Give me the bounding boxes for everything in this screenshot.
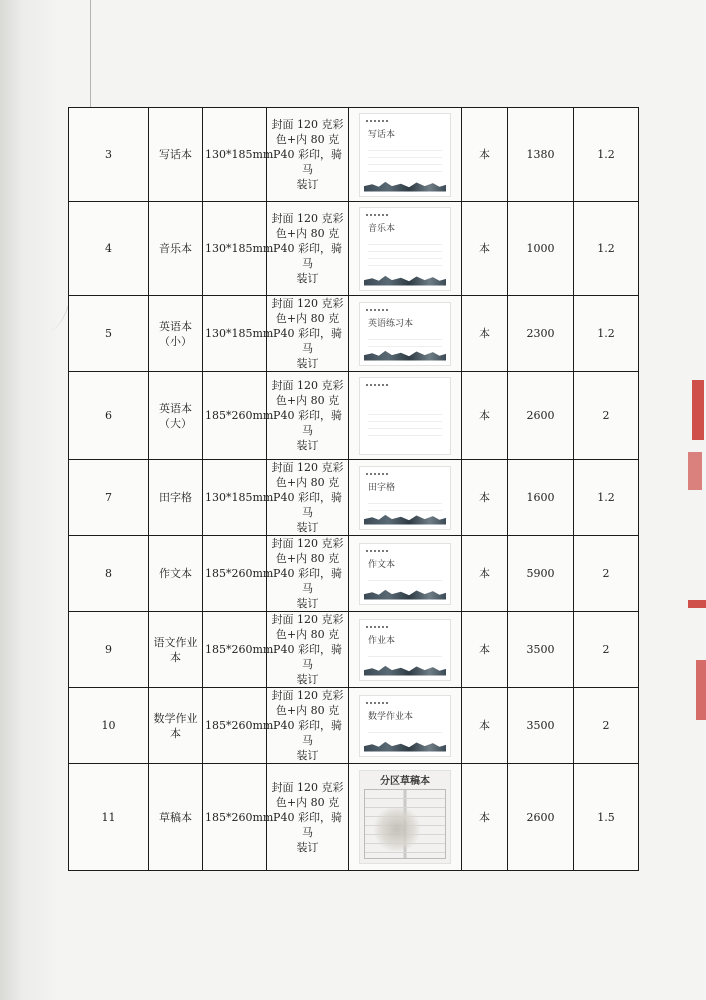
description-line: 色+内 80 克 bbox=[275, 227, 340, 240]
description-line: 封面 120 克彩 bbox=[271, 461, 344, 474]
product-cover-image bbox=[359, 207, 451, 291]
cell-quantity: 1380 bbox=[508, 108, 574, 202]
cell-description bbox=[267, 460, 349, 536]
description-line: P40 彩印，骑马 bbox=[273, 491, 342, 519]
cell-spec: 130*185mm bbox=[203, 108, 267, 202]
cell-name: 写话本 bbox=[149, 108, 203, 202]
cell-image bbox=[349, 612, 462, 688]
cover-title: 分区草稿本 bbox=[380, 776, 430, 787]
description-line: 装订 bbox=[296, 597, 319, 610]
cell-price: 2 bbox=[574, 536, 639, 612]
description-line: 色+内 80 克 bbox=[275, 394, 340, 407]
goods-table-body bbox=[69, 108, 639, 871]
description-line: 装订 bbox=[296, 178, 319, 191]
description-line: 封面 120 克彩 bbox=[271, 780, 344, 794]
cell-spec: 185*260mm bbox=[203, 688, 267, 764]
cell-description bbox=[267, 202, 349, 296]
product-cover-image bbox=[359, 695, 451, 757]
cell-number: 3 bbox=[69, 108, 149, 202]
cover-title: 写话本 bbox=[368, 129, 396, 140]
cell-price: 1.2 bbox=[574, 296, 639, 372]
table-row bbox=[69, 536, 639, 612]
brand-logo-icon bbox=[366, 309, 388, 315]
product-cover-image bbox=[359, 302, 451, 366]
cell-price: 2 bbox=[574, 612, 639, 688]
cell-number: 4 bbox=[69, 202, 149, 296]
cell-number: 5 bbox=[69, 296, 149, 372]
seal-stamp-fragment bbox=[688, 600, 706, 608]
cell-name: 英语本（小） bbox=[149, 296, 203, 372]
cell-unit: 本 bbox=[462, 108, 508, 202]
description-line: P40 彩印，骑马 bbox=[273, 148, 342, 176]
cell-unit: 本 bbox=[462, 460, 508, 536]
cell-quantity: 3500 bbox=[508, 688, 574, 764]
cell-price: 2 bbox=[574, 372, 639, 460]
cell-image bbox=[349, 202, 462, 296]
cell-unit: 本 bbox=[462, 764, 508, 871]
cell-quantity: 1000 bbox=[508, 202, 574, 296]
description-line: P40 彩印，骑马 bbox=[273, 643, 342, 671]
cell-description bbox=[267, 536, 349, 612]
description-line: 装订 bbox=[296, 521, 319, 534]
cell-number: 10 bbox=[69, 688, 149, 764]
description-line: 装订 bbox=[296, 673, 319, 686]
cell-quantity: 2600 bbox=[508, 764, 574, 871]
cover-lines bbox=[368, 144, 442, 178]
brand-logo-icon bbox=[366, 702, 388, 708]
cell-name: 英语本（大） bbox=[149, 372, 203, 460]
table-row bbox=[69, 612, 639, 688]
table-row bbox=[69, 202, 639, 296]
description-line: 装订 bbox=[296, 357, 319, 370]
cell-image bbox=[349, 764, 462, 871]
description-line: 色+内 80 克 bbox=[275, 476, 340, 489]
cell-number: 6 bbox=[69, 372, 149, 460]
cell-description bbox=[267, 296, 349, 372]
cell-spec: 130*185mm bbox=[203, 296, 267, 372]
cell-unit: 本 bbox=[462, 612, 508, 688]
cell-quantity: 3500 bbox=[508, 612, 574, 688]
cover-title: 音乐本 bbox=[368, 223, 396, 234]
cell-name: 作文本 bbox=[149, 536, 203, 612]
description-line: P40 彩印，骑马 bbox=[273, 327, 342, 355]
cover-lines bbox=[368, 650, 442, 662]
cell-spec: 130*185mm bbox=[203, 202, 267, 296]
description-line: 封面 120 克彩 bbox=[271, 689, 344, 702]
cell-description bbox=[267, 612, 349, 688]
cell-quantity: 1600 bbox=[508, 460, 574, 536]
brand-logo-icon bbox=[366, 384, 388, 390]
cell-number: 8 bbox=[69, 536, 149, 612]
cell-name: 语文作业本 bbox=[149, 612, 203, 688]
description-line: 装订 bbox=[296, 272, 319, 285]
table-row bbox=[69, 372, 639, 460]
description-line: 色+内 80 克 bbox=[275, 704, 340, 717]
cell-unit: 本 bbox=[462, 296, 508, 372]
cell-name: 数学作业本 bbox=[149, 688, 203, 764]
cell-price: 1.2 bbox=[574, 108, 639, 202]
brand-logo-icon bbox=[366, 214, 388, 220]
cover-title: 田字格 bbox=[368, 482, 396, 493]
skyline-illustration bbox=[364, 180, 446, 192]
description-line: 装订 bbox=[296, 749, 319, 762]
description-line: 封面 120 克彩 bbox=[271, 212, 344, 225]
cell-description bbox=[267, 764, 349, 871]
cell-spec: 130*185mm bbox=[203, 460, 267, 536]
description-line: 装订 bbox=[296, 840, 319, 854]
cell-name: 田字格 bbox=[149, 460, 203, 536]
description-line: P40 彩印，骑马 bbox=[273, 810, 342, 839]
description-line: 色+内 80 克 bbox=[275, 628, 340, 641]
cell-image bbox=[349, 688, 462, 764]
goods-table bbox=[68, 107, 639, 871]
skyline-illustration bbox=[364, 274, 446, 286]
description-line: 封面 120 克彩 bbox=[271, 297, 344, 310]
product-cover-image bbox=[359, 113, 451, 197]
cell-quantity: 2300 bbox=[508, 296, 574, 372]
cover-lines bbox=[368, 574, 442, 586]
cell-quantity: 5900 bbox=[508, 536, 574, 612]
brand-logo-icon bbox=[366, 626, 388, 632]
brand-logo-icon bbox=[366, 550, 388, 556]
cover-title: 作业本 bbox=[368, 635, 396, 646]
cell-description bbox=[267, 108, 349, 202]
description-line: 封面 120 克彩 bbox=[271, 537, 344, 550]
cell-unit: 本 bbox=[462, 202, 508, 296]
cell-spec: 185*260mm bbox=[203, 536, 267, 612]
cell-description bbox=[267, 372, 349, 460]
cell-price: 1.2 bbox=[574, 202, 639, 296]
product-cover-image bbox=[359, 377, 451, 455]
description-line: 封面 120 克彩 bbox=[271, 613, 344, 626]
cell-price: 1.2 bbox=[574, 460, 639, 536]
seal-stamp-fragment bbox=[696, 660, 706, 720]
table-row bbox=[69, 460, 639, 536]
table-row bbox=[69, 688, 639, 764]
cover-lines bbox=[368, 333, 442, 347]
cell-spec: 185*260mm bbox=[203, 612, 267, 688]
cell-image bbox=[349, 296, 462, 372]
description-line: P40 彩印，骑马 bbox=[273, 719, 342, 747]
skyline-illustration bbox=[364, 513, 446, 525]
description-line: P40 彩印，骑马 bbox=[273, 409, 342, 437]
cell-quantity: 2600 bbox=[508, 372, 574, 460]
cover-title: 作文本 bbox=[368, 559, 396, 570]
product-cover-image bbox=[359, 543, 451, 605]
cell-unit: 本 bbox=[462, 372, 508, 460]
skyline-illustration bbox=[364, 740, 446, 752]
cover-title: 数学作业本 bbox=[368, 711, 414, 722]
seal-stamp-fragment bbox=[688, 452, 702, 490]
description-line: 装订 bbox=[296, 439, 319, 452]
cell-image bbox=[349, 536, 462, 612]
description-line: 封面 120 克彩 bbox=[271, 379, 344, 392]
cover-lines bbox=[368, 497, 442, 511]
description-line: 色+内 80 克 bbox=[275, 795, 340, 809]
skyline-illustration bbox=[364, 588, 446, 600]
table-row bbox=[69, 108, 639, 202]
cover-lines bbox=[368, 726, 442, 738]
cell-number: 7 bbox=[69, 460, 149, 536]
cell-image bbox=[349, 108, 462, 202]
cell-price: 2 bbox=[574, 688, 639, 764]
skyline-illustration bbox=[364, 664, 446, 676]
cover-title: 英语练习本 bbox=[368, 318, 414, 329]
seal-stamp-fragment bbox=[692, 380, 704, 440]
skyline-illustration bbox=[364, 349, 446, 361]
cell-price: 1.5 bbox=[574, 764, 639, 871]
description-line: P40 彩印，骑马 bbox=[273, 567, 342, 595]
cell-number: 11 bbox=[69, 764, 149, 871]
cell-name: 音乐本 bbox=[149, 202, 203, 296]
cell-spec: 185*260mm bbox=[203, 372, 267, 460]
product-cover-image bbox=[359, 466, 451, 530]
description-line: 色+内 80 克 bbox=[275, 552, 340, 565]
cover-lines bbox=[368, 408, 442, 436]
table-row bbox=[69, 764, 639, 871]
cell-image bbox=[349, 372, 462, 460]
description-line: P40 彩印，骑马 bbox=[273, 242, 342, 270]
description-line: 色+内 80 克 bbox=[275, 312, 340, 325]
brand-logo-icon bbox=[366, 120, 388, 126]
cell-number: 9 bbox=[69, 612, 149, 688]
cell-unit: 本 bbox=[462, 536, 508, 612]
cover-lines bbox=[368, 238, 442, 272]
cell-unit: 本 bbox=[462, 688, 508, 764]
draft-illustration bbox=[374, 807, 420, 851]
cell-description bbox=[267, 688, 349, 764]
product-cover-image bbox=[359, 619, 451, 681]
cell-spec: 185*260mm bbox=[203, 764, 267, 871]
cell-name: 草稿本 bbox=[149, 764, 203, 871]
table-row bbox=[69, 296, 639, 372]
description-line: 封面 120 克彩 bbox=[271, 118, 344, 131]
description-line: 色+内 80 克 bbox=[275, 133, 340, 146]
cell-image bbox=[349, 460, 462, 536]
brand-logo-icon bbox=[366, 473, 388, 479]
product-cover-image bbox=[359, 770, 451, 864]
